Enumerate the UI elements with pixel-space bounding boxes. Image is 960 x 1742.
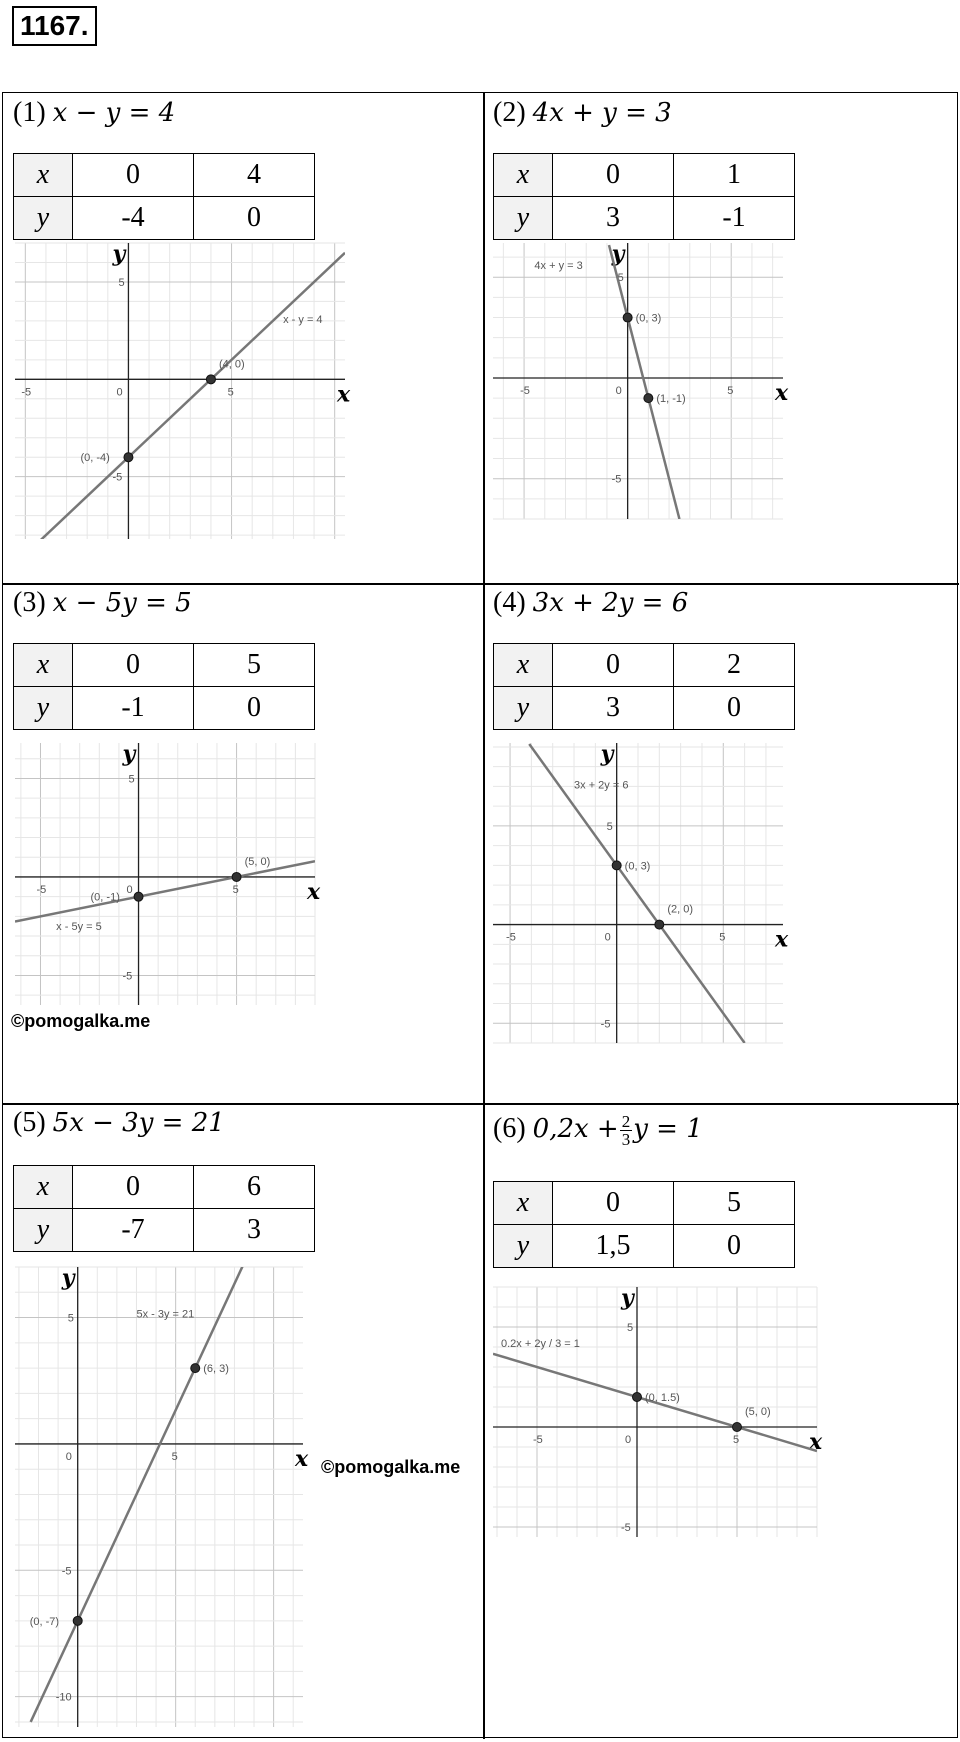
line-graph: [15, 743, 345, 1005]
watermark: ©pomogalka.me: [11, 1011, 151, 1031]
y-tick-label: 5: [617, 272, 624, 285]
table-row: [494, 1225, 795, 1268]
series-line: [31, 1250, 250, 1722]
table-cell: 0: [73, 644, 194, 687]
exercise-label: (6): [493, 1113, 526, 1144]
line-graph: [15, 243, 385, 539]
point-label: (6, 3): [203, 1363, 229, 1376]
y-tick-label: 5: [627, 1322, 634, 1334]
x-axis-label: x: [337, 381, 351, 408]
x-tick-label: -5: [21, 386, 32, 399]
equation-title: [493, 97, 672, 129]
table-header-y: y: [14, 197, 73, 240]
point-label: (0, 3): [635, 312, 662, 325]
point-label: (1, -1): [656, 393, 686, 406]
exercise-cell-1: [3, 93, 483, 583]
line-graph: [493, 243, 823, 519]
line-graph: [493, 1287, 823, 1537]
data-point: [733, 1423, 742, 1432]
values-table: [13, 1165, 315, 1252]
table-header-x: x: [494, 154, 553, 197]
table-cell: 0: [194, 687, 315, 730]
grid-lines: [15, 1267, 303, 1727]
x-tick-label: -5: [533, 1434, 543, 1446]
fraction-numerator: 2: [621, 1112, 631, 1132]
y-tick-label: 5: [128, 773, 135, 786]
values-table: [493, 1181, 795, 1268]
equation-text: x − 5y = 5: [52, 588, 192, 618]
y-tick-label: -5: [600, 1018, 611, 1031]
x-tick-label: -5: [36, 883, 47, 896]
grid-lines: [15, 743, 315, 1005]
table-header-x: x: [14, 644, 73, 687]
point-label: (0, 3): [624, 860, 651, 873]
x-axis-label: x: [775, 926, 789, 953]
x-axis-label: x: [307, 878, 321, 905]
series-line: [529, 744, 744, 1043]
y-tick-label: -5: [122, 970, 133, 983]
equation-text: 3x + 2y = 6: [532, 588, 689, 618]
table-cell: 0: [553, 1182, 674, 1225]
table-row: [14, 197, 315, 240]
y-axis-label: y: [112, 241, 126, 267]
x-tick-label: 5: [171, 1450, 178, 1463]
table-cell: 1,5: [553, 1225, 674, 1268]
table-cell: 5: [194, 644, 315, 687]
watermark: ©pomogalka.me: [321, 1457, 461, 1477]
table-row: [494, 687, 795, 730]
y-tick-label: -5: [112, 471, 123, 484]
equation-title: [13, 97, 175, 129]
y-axis-label: y: [61, 1265, 75, 1291]
y-tick-label: 5: [606, 820, 613, 833]
table-header-x: x: [14, 1166, 73, 1209]
table-cell: 0: [194, 197, 315, 240]
data-point: [124, 453, 133, 462]
y-axis-label: y: [611, 241, 625, 267]
point-label: (0, -4): [80, 452, 110, 465]
point-label: (4, 0): [218, 358, 245, 371]
equation-text: 4x + y = 3: [532, 98, 672, 128]
x-axis-label: x: [775, 379, 789, 406]
table-header-x: x: [494, 1182, 553, 1225]
equation-fraction: [620, 1113, 633, 1148]
problem-number: 1167.: [12, 6, 97, 46]
equation-title: [493, 587, 688, 619]
x-axis-label: x: [809, 1429, 823, 1455]
series-label: x - y = 4: [283, 313, 323, 326]
x-tick-label: 5: [733, 1434, 740, 1446]
series-label: x - 5y = 5: [56, 921, 102, 934]
table-cell: 1: [674, 154, 795, 197]
table-cell: 0: [674, 687, 795, 730]
data-point: [633, 1393, 642, 1402]
x-tick-label: 0: [604, 931, 611, 944]
table-cell: 5: [674, 1182, 795, 1225]
data-point: [232, 872, 241, 881]
table-header-y: y: [14, 1209, 73, 1252]
exercise-label: (5): [13, 1107, 46, 1138]
equation-text: y = 1: [633, 1114, 703, 1144]
table-cell: 0: [553, 644, 674, 687]
series-label: 5x - 3y = 21: [136, 1308, 195, 1321]
exercise-cell-2: [483, 93, 959, 583]
table-row: [494, 1182, 795, 1225]
data-point: [191, 1364, 200, 1373]
values-table: [493, 153, 795, 240]
table-row: [14, 1166, 315, 1209]
equation-text: 5x − 3y = 21: [52, 1108, 225, 1138]
table-header-x: x: [14, 154, 73, 197]
y-tick-label: 5: [118, 276, 125, 289]
table-cell: 0: [73, 154, 194, 197]
y-axis-label: y: [600, 741, 614, 767]
y-tick-label: -5: [61, 1565, 72, 1578]
table-header-y: y: [14, 687, 73, 730]
table-row: [14, 1209, 315, 1252]
x-tick-label: 0: [615, 384, 622, 397]
x-tick-label: 5: [227, 386, 234, 399]
x-tick-label: 0: [116, 386, 123, 399]
x-axis-label: x: [295, 1445, 309, 1472]
data-point: [623, 313, 632, 322]
series-label: 4x + y = 3: [534, 260, 583, 273]
y-tick-label: 5: [67, 1312, 74, 1325]
equation-text: 0,2x +: [532, 1114, 619, 1144]
data-point: [134, 892, 143, 901]
table-row: [494, 197, 795, 240]
x-tick-label: 5: [727, 384, 734, 397]
table-cell: 0: [674, 1225, 795, 1268]
table-row: [494, 154, 795, 197]
table-header-y: y: [494, 197, 553, 240]
line-graph: [493, 743, 813, 1043]
table-cell: 3: [553, 687, 674, 730]
table-cell: -1: [674, 197, 795, 240]
exercise-grid: [2, 92, 958, 1738]
table-cell: -4: [73, 197, 194, 240]
y-axis-label: y: [122, 741, 136, 767]
equation-text: x − y = 4: [52, 98, 176, 128]
exercise-cell-6: [483, 1103, 959, 1739]
point-label: (2, 0): [667, 903, 694, 916]
data-point: [206, 375, 215, 384]
table-row: [14, 687, 315, 730]
values-table: [13, 643, 315, 730]
y-axis-label: y: [621, 1285, 634, 1311]
fraction-denominator: 3: [621, 1130, 631, 1150]
exercise-label: (4): [493, 587, 526, 618]
exercise-cell-5: [3, 1103, 483, 1739]
series-label: 0.2x + 2y / 3 = 1: [501, 1338, 580, 1350]
point-label: (0, 1.5): [645, 1392, 680, 1404]
y-tick-label: -10: [55, 1691, 72, 1704]
data-point: [644, 394, 653, 403]
line-graph: [15, 1267, 315, 1727]
table-row: [14, 644, 315, 687]
x-tick-label: -5: [520, 384, 530, 397]
table-cell: 3: [194, 1209, 315, 1252]
exercise-cell-4: [483, 583, 959, 1103]
values-table: [493, 643, 795, 730]
y-tick-label: -5: [621, 1522, 631, 1534]
data-point: [655, 920, 664, 929]
x-tick-label: 5: [232, 883, 239, 896]
point-label: (5, 0): [244, 855, 271, 868]
values-table: [13, 153, 315, 240]
series-label: 3x + 2y = 6: [574, 779, 629, 792]
x-tick-label: 5: [719, 931, 726, 944]
data-point: [73, 1616, 82, 1625]
table-header-y: y: [494, 687, 553, 730]
table-row: [494, 644, 795, 687]
equation-title: [13, 587, 192, 619]
table-row: [14, 154, 315, 197]
table-cell: 6: [194, 1166, 315, 1209]
point-label: (0, -1): [90, 891, 120, 904]
x-tick-label: 0: [126, 883, 133, 896]
table-cell: 3: [553, 197, 674, 240]
point-label: (0, -7): [29, 1615, 60, 1628]
x-tick-label: 0: [625, 1434, 632, 1446]
x-tick-label: -5: [506, 931, 516, 944]
table-cell: -1: [73, 687, 194, 730]
x-tick-label: 0: [65, 1450, 72, 1463]
table-cell: 0: [553, 154, 674, 197]
point-label: (5, 0): [745, 1406, 771, 1418]
grid-lines: [493, 243, 783, 519]
table-header-y: y: [494, 1225, 553, 1268]
exercise-label: (1): [13, 97, 46, 128]
y-tick-label: -5: [611, 473, 622, 486]
equation-title: [13, 1107, 225, 1139]
table-cell: 4: [194, 154, 315, 197]
equation-title: [493, 1113, 703, 1148]
data-point: [612, 861, 621, 870]
table-cell: 2: [674, 644, 795, 687]
exercise-label: (3): [13, 587, 46, 618]
table-cell: 0: [73, 1166, 194, 1209]
grid-lines: [15, 243, 345, 539]
table-header-x: x: [494, 644, 553, 687]
exercise-cell-3: [3, 583, 483, 1103]
exercise-label: (2): [493, 97, 526, 128]
table-cell: -7: [73, 1209, 194, 1252]
